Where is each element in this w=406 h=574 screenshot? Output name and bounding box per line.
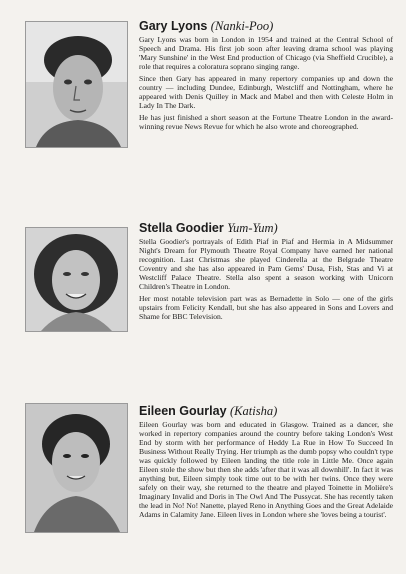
bio-paragraph: He has just finished a short season at the Fortune Theatre London in the award-winning revue News Revue for which he also wrote and choreographed. [139, 113, 393, 131]
bio-paragraph: Gary Lyons was born in London in 1954 and trained at the Central School of Speech and Drama. His first job soon after leaving drama school was playing 'Mary Sunshine' in the West End production of Chicago (via Sheffield Crucible), a role that requires a coloratura soprano singing range. [139, 35, 393, 71]
bio-paragraph: Her most notable television part was as Bernadette in Solo — one of the girls upstairs from Felicity Kendall, but she has also appeared in Sons and Lovers and Shame for BBC Television. [139, 294, 393, 321]
portrait-photo-gary-lyons [25, 21, 128, 148]
performer-heading [139, 221, 393, 235]
performer-role: (Nanki-Poo) [210, 19, 274, 33]
portrait-photo-eileen-gourlay [25, 403, 128, 533]
performer-heading [139, 19, 393, 33]
performer-role: (Katisha) [230, 404, 278, 418]
performer-role: Yum-Yum) [227, 221, 278, 235]
bio-paragraph: Stella Goodier's portrayals of Edith Piaf in Piaf and Hermia in A Midsummer Night's Dream for Plymouth Theatre Royal Company have earned her national recognition. Last Christmas she played Cinderella at the Belgrade Theatre Coventry and she has also appeared in Pam Gems' Dusa, Fish, Stas and Vi at Westcliff Palace Theatre. Stella also spent a season working with Unicorn Children's Theatre in London. [139, 237, 393, 291]
bio-paragraph: Eileen Gourlay was born and educated in Glasgow. Trained as a dancer, she worked in repertory companies around the country before taking London's West End by storm with her performance of Heddy La Rue in How To Succeed In Business Without Really Trying. Her triumph as the dumb popsy who couldn't type was quickly followed by Eileen landing the title role in Little Me. Once again Eileen stole the show but then she adds 'after that it was all downhill'. In fact it was anything but, Eileen simply took time out to be with her twins. Once they were safely on their way, she returned to the theatre and played Toinette in Molière's Imaginary Invalid and Doris in The Owl And The Pussycat. She has recently taken the lead in No! No! Nanette, played Reno in Anything Goes and the Great Adelaide Adams in Calamity Jane. Eileen lives in London where she 'loves being a tourist'. [139, 420, 393, 519]
portrait-photo-stella-goodier [25, 227, 128, 332]
performer-name: Stella Goodier [139, 221, 224, 235]
bio-paragraph: Since then Gary has appeared in many repertory companies up and down the country — including Dundee, Edinburgh, Westcliff and Nottingham, where he appeared with Denis Quilley in Mack and Mabel and then with Celeste Holm in Lady In The Dark. [139, 74, 393, 110]
performer-name: Gary Lyons [139, 19, 208, 33]
performer-name: Eileen Gourlay [139, 404, 227, 418]
performer-heading [139, 404, 393, 418]
